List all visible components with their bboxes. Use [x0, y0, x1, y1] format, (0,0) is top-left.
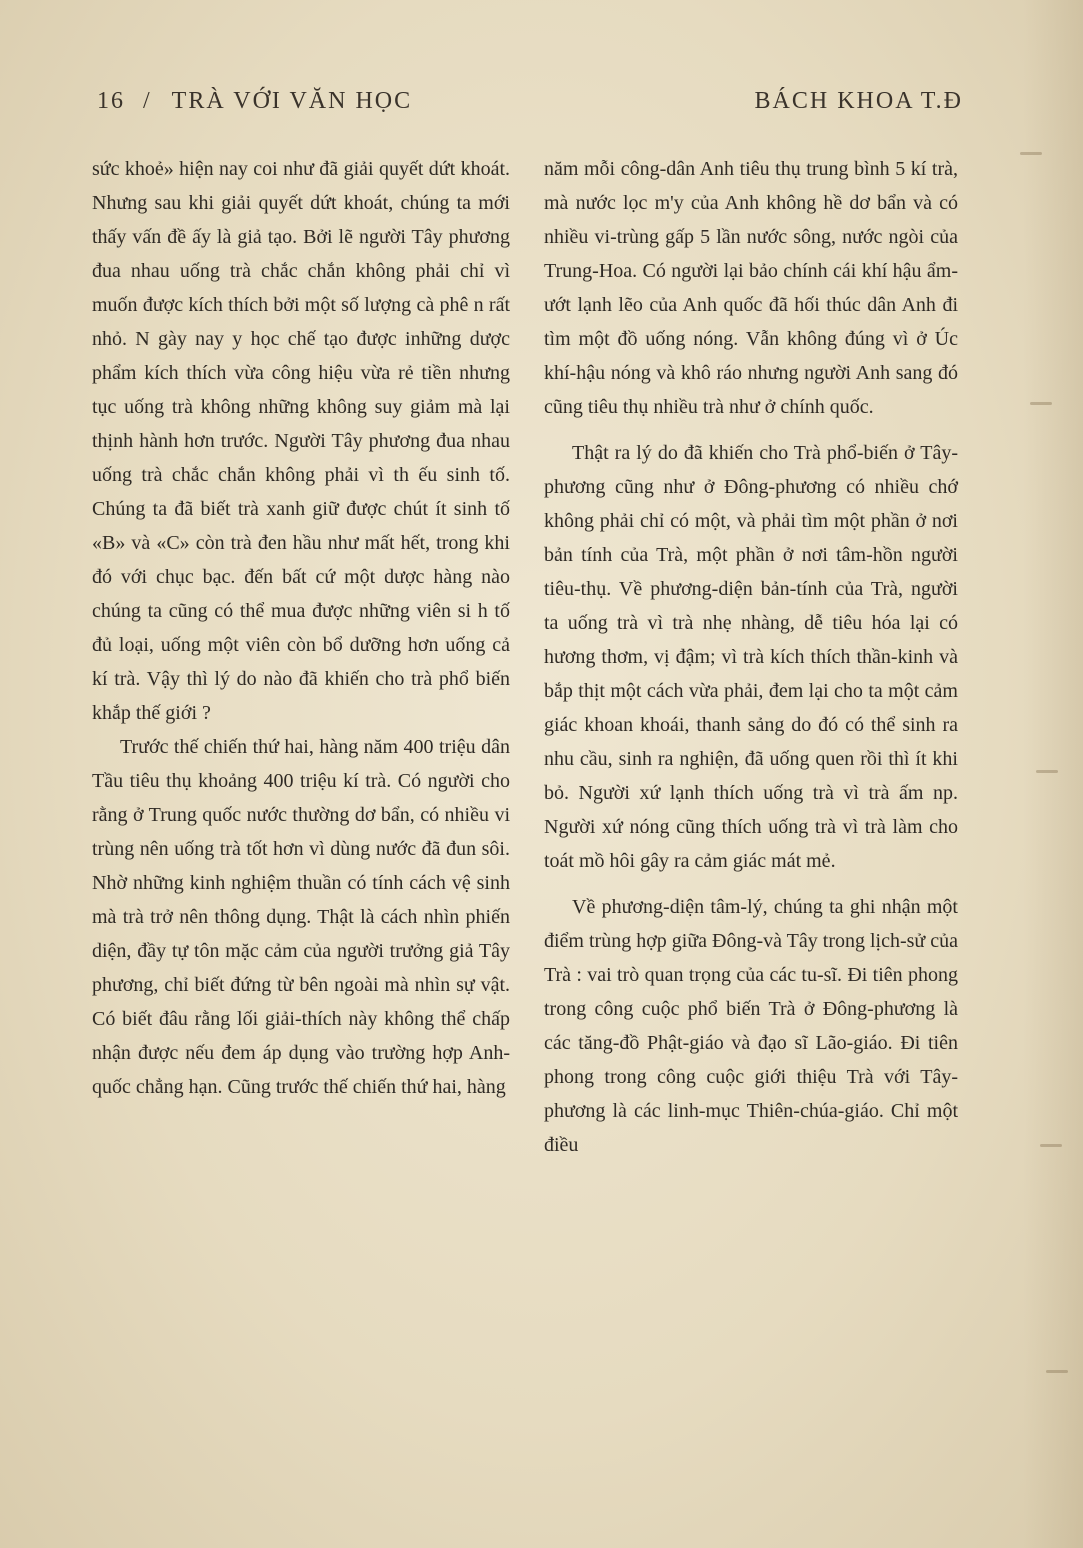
header-left [97, 88, 412, 115]
paper-speck [1046, 1370, 1068, 1373]
left-column [92, 152, 510, 1104]
right-paragraph-2: Thật ra lý do đã khiến cho Trà phổ-biến ở Tây-phương cũng như ở Đông-phương có nhiều chớ không phải chỉ có một, và phải tìm một phần ở nơi bản tính của Trà, một phần ở nơi tâm-hồn người tiêu-thụ. Về phương-diện bản-tính của Trà, người ta uống trà vì trà nhẹ nhàng, dễ tiêu hóa lại có hương thơm, vị đậm; vì trà kích thích thần-kinh và bắp thịt một cách vừa phải, đem lại cho ta một cảm giác khoan khoái, thanh sảng do đó có thể sinh ra nhu cầu, sinh ra nghiện, đã uống quen rồi thì ít khi bỏ. Người xứ lạnh thích uống trà vì trà ấm np. Người xứ nóng cũng thích uống trà vì trà làm cho toát mồ hôi gây ra cảm giác mát mẻ. [544, 442, 958, 872]
paper-speck [1020, 152, 1042, 155]
right-paragraph-1: năm mỗi công-dân Anh tiêu thụ trung bình 5 kí trà, mà nước lọc m'y của Anh không hề dơ bẩn và có nhiều vi-trùng gấp 5 lần nước sông, nước ngòi của Trung-Hoa. Có người lại bảo chính cái khí hậu ẩm-ướt lạnh lẽo của Anh quốc đã hối thúc dân Anh đi tìm một đồ uống nóng. Vẫn không đúng vì ở Úc khí-hậu nóng và khô ráo nhưng người Anh sang đó cũng tiêu thụ nhiều trà như ở chính quốc. [544, 158, 958, 418]
header-separator: / [143, 88, 152, 114]
publication-name: BÁCH KHOA T.Đ [754, 88, 963, 114]
right-column [544, 152, 958, 1162]
right-paragraph-3: Về phương-diện tâm-lý, chúng ta ghi nhận một điểm trùng hợp giữa Đông-và Tây trong lịch-sử của Trà : vai trò quan trọng của các tu-sĩ. Đi tiên phong trong công cuộc phổ biến Trà ở Đông-phương là các tăng-đồ Phật-giáo và đạo sĩ Lão-giáo. Đi tiên phong trong công cuộc giới thiệu Trà với Tây-phương là các linh-mục Thiên-chúa-giáo. Chỉ một điều [544, 896, 959, 1156]
paper-speck [1030, 402, 1052, 405]
page-header [97, 88, 963, 128]
paper-speck [1036, 770, 1058, 773]
running-title: TRÀ VỚI VĂN HỌC [171, 88, 413, 114]
left-paragraph-2: Trước thế chiến thứ hai, hàng năm 400 triệu dân Tầu tiêu thụ khoảng 400 triệu kí trà. Có người cho rằng ở Trung quốc nước thường dơ bẩn, có nhiều vi trùng nên uống trà tốt hơn vì dùng nước đã đun sôi. Nhờ những kinh nghiệm thuần có tính cách vệ sinh mà trà trở nên thông dụng. Thật là cách nhìn phiến diện, đầy tự tôn mặc cảm của người trưởng giả Tây phương, chỉ biết đứng từ bên ngoài mà nhìn sự vật. Có biết đâu rằng lối giải-thích này không thể chấp nhận được nếu đem áp dụng vào trường hợp Anh-quốc chẳng hạn. Cũng trước thế chiến thứ hai, hàng [92, 736, 510, 1098]
page-number: 16 [97, 88, 125, 114]
paper-speck [1040, 1144, 1062, 1147]
left-paragraph-1: sức khoẻ» hiện nay coi như đã giải quyết dứt khoát. Nhưng sau khi giải quyết dứt khoát, chúng ta mới thấy vấn đề ấy là giả tạo. Bởi lẽ người Tây phương đua nhau uống trà chắc chắn không phải chỉ vì muốn được kích thích bởi một số lượng cà phê n rất nhỏ. N gày nay y học chế tạo được inhững dược phẩm kích thích vừa công hiệu vừa rẻ tiền nhưng tục uống trà không những không suy giảm mà lại thịnh hành hơn trước. Người Tây phương đua nhau uống trà chắc chắn không phải vì th ếu sinh tố. Chúng ta đã biết trà xanh giữ được chút ít sinh tố «B» và «C» còn trà đen hầu như mất hết, trong khi đó với chục bạc. đến bất cứ một dược hàng nào chúng ta cũng có thể mua được những viên si h tố đủ loại, uống một viên còn bổ dưỡng hơn uống cả kí trà. Vậy thì lý do nào đã khiến cho trà phổ biến khắp thế giới ? [92, 158, 510, 724]
